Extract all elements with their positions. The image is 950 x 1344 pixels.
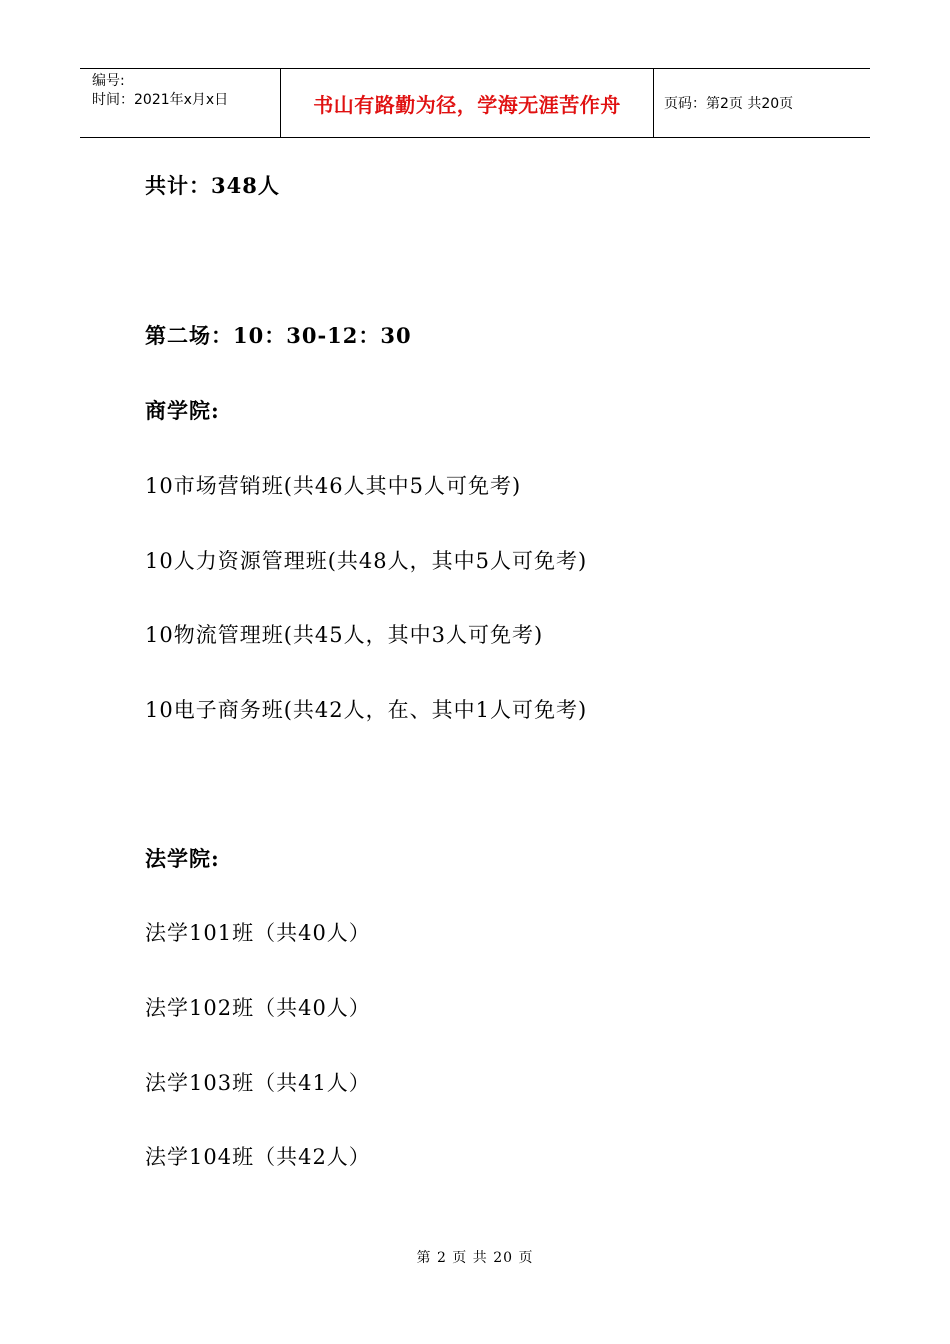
business-class-item: 10市场营销班(共46人其中5人可免考) (145, 474, 522, 498)
law-class-item: 法学101班（共40人） (145, 921, 371, 945)
session-time: 第二场：10：30-12：30 (145, 323, 412, 348)
business-class-item: 10人力资源管理班(共48人，其中5人可免考) (145, 549, 588, 573)
header-motto: 书山有路勤为径，学海无涯苦作舟 (281, 69, 654, 137)
header-page-info: 页码：第2页 共20页 (664, 96, 794, 112)
business-class-item: 10电子商务班(共42人，在、其中1人可免考) (145, 698, 588, 722)
business-school-title: 商学院: (145, 398, 220, 423)
law-class-item: 法学102班（共40人） (145, 996, 371, 1020)
date-label: 时间：2021年x月x日 (92, 92, 229, 108)
serial-label: 编号: (92, 73, 125, 89)
business-class-item: 10物流管理班(共45人，其中3人可免考) (145, 623, 544, 647)
law-class-item: 法学104班（共42人） (145, 1145, 371, 1169)
header-meta (80, 69, 281, 137)
page-footer: 第 2 页 共 20 页 (416, 1250, 534, 1266)
page-header (80, 68, 870, 138)
law-school-title: 法学院: (145, 846, 220, 871)
total-count: 共计：348人 (145, 173, 280, 198)
law-class-item: 法学103班（共41人） (145, 1071, 371, 1095)
